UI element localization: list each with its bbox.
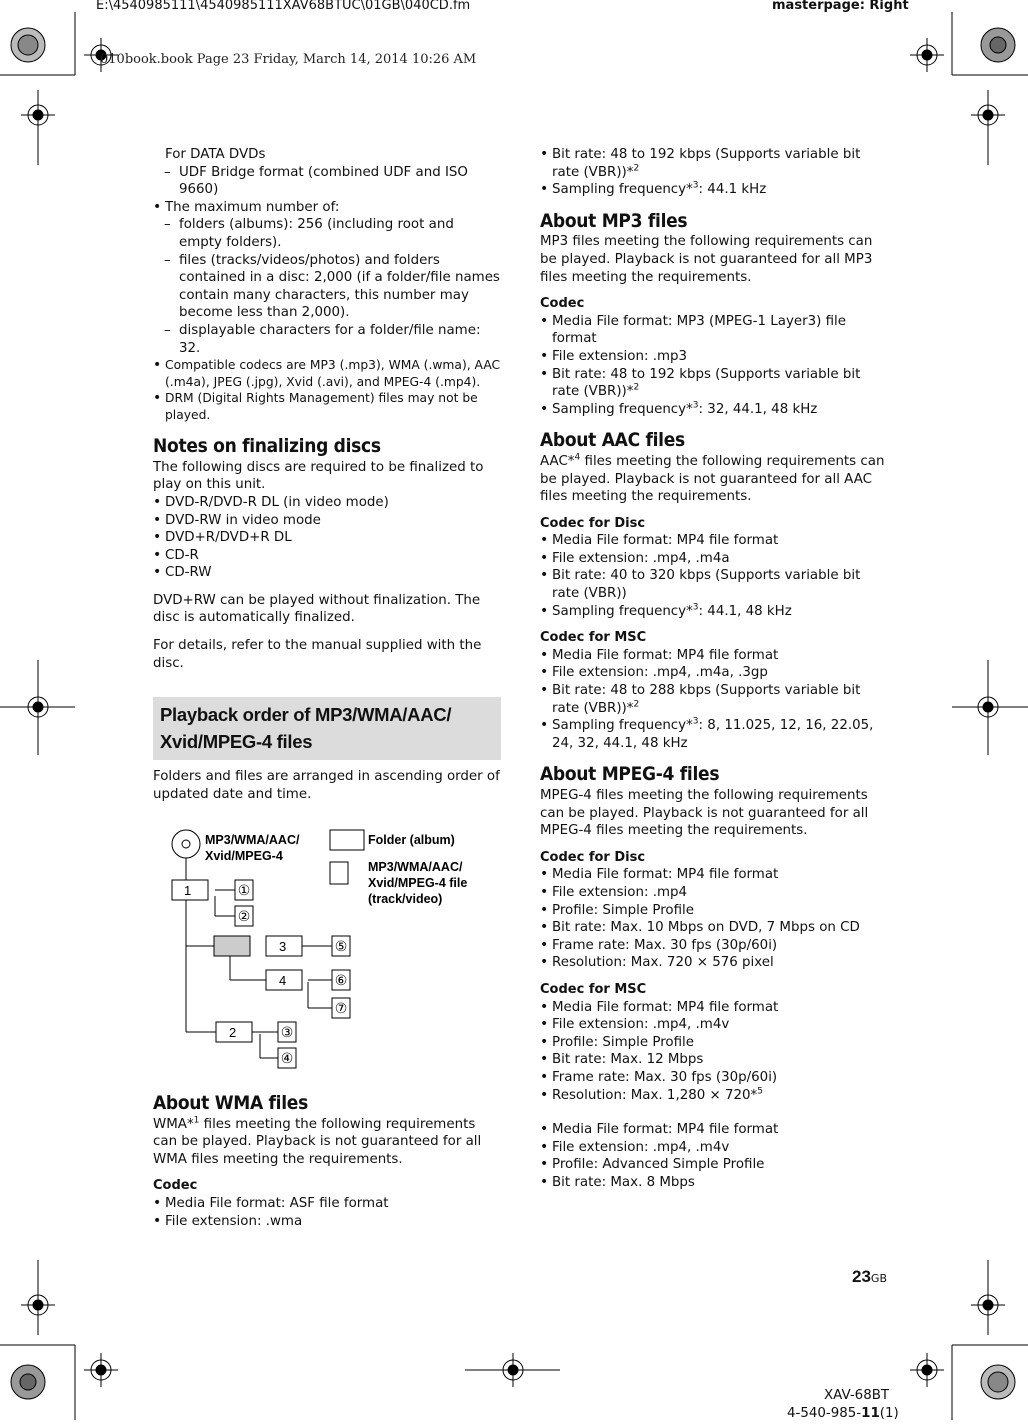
wma-title: About WMA files xyxy=(153,1092,308,1114)
mpeg4-intro: MPEG-4 files meeting the following requirements can be played. Playback is not guaranteed for all MPEG-4 files meeting the requirements. xyxy=(540,788,869,839)
mp3-intro: MP3 files meeting the following requirements can be played. Playback is not guaranteed for all MP3 files meeting the requirements. xyxy=(540,234,873,285)
file-number: ① xyxy=(237,883,251,899)
finalizing-item: • DVD-RW in video mode xyxy=(153,512,501,530)
wma-intro: WMA*$^1$ files meeting the following requirements can be played. Playback is not guaranteed for all WMA files meeting the requirements. xyxy=(153,1115,482,1167)
mp3-item: • File extension: .mp3 xyxy=(540,348,888,366)
folder-number: 2 xyxy=(229,1025,237,1040)
mp3-title: About MP3 files xyxy=(540,209,688,232)
folder-number: 1 xyxy=(184,883,192,898)
mpeg4-disc-item: • File extension: .mp4 xyxy=(540,884,888,902)
mpeg4-disc-item: • Bit rate: Max. 10 Mbps on DVD, 7 Mbps on CD xyxy=(540,919,888,937)
wma-section xyxy=(153,1092,501,1230)
mpeg4-msc-item: • Bit rate: Max. 12 Mbps xyxy=(540,1051,888,1069)
aac-disc-item: • Media File format: MP4 file format xyxy=(540,532,888,550)
aac-msc-item: • Sampling frequency*$^3$: 8, 11.025, 12, 16, 22.05, 24, 32, 44.1, 48 kHz xyxy=(540,717,888,752)
model-number: XAV-68BT xyxy=(824,1388,890,1403)
file-number: ③ xyxy=(280,1025,294,1041)
max-displayable: – displayable characters for a folder/file name: 32. xyxy=(153,322,501,357)
mpeg4-msc-item: • Frame rate: Max. 30 fps (30p/60i) xyxy=(540,1069,888,1087)
aac-disc-item: • Sampling frequency*$^3$: 44.1, 48 kHz xyxy=(540,603,888,621)
playback-section-header xyxy=(153,697,501,760)
mpeg4-msc-item: • Profile: Simple Profile xyxy=(540,1034,888,1052)
mp3-item: • Sampling frequency*$^3$: 32, 44.1, 48 kHz xyxy=(540,401,888,419)
mpeg4-disc-item: • Resolution: Max. 720 × 576 pixel xyxy=(540,954,888,972)
file-number: ② xyxy=(237,909,251,925)
max-number: • The maximum number of: xyxy=(153,199,501,217)
finalizing-title: Notes on finalizing discs xyxy=(153,435,381,458)
mpeg4-msc2-item: • Media File format: MP4 file format xyxy=(540,1121,888,1139)
folder-legend-icon xyxy=(330,830,364,850)
details-note: For details, refer to the manual supplied with the disc. xyxy=(153,638,482,671)
file-legend: (track/video) xyxy=(368,892,443,906)
wma-item: • Media File format: ASF file format xyxy=(153,1195,501,1213)
mpeg4-msc2-item: • Profile: Advanced Simple Profile xyxy=(540,1156,888,1174)
max-folders: – folders (albums): 256 (including root and empty folders). xyxy=(153,216,501,251)
root-label: MP3/WMA/AAC/ xyxy=(205,833,300,847)
drm-note: • DRM (Digital Rights Management) files may not be played. xyxy=(153,390,501,423)
finalizing-intro: The following discs are required to be finalized to play on this unit. xyxy=(153,459,484,493)
mpeg4-msc-item: • Resolution: Max. 1,280 × 720*$^5$ xyxy=(540,1087,888,1105)
mp3-item: • Media File format: MP3 (MPEG-1 Layer3) file format xyxy=(540,313,888,348)
aac-msc-item: • Media File format: MP4 file format xyxy=(540,647,888,665)
mpeg4-disc-item: • Profile: Simple Profile xyxy=(540,902,888,920)
mpeg4-msc-item: • Media File format: MP4 file format xyxy=(540,999,888,1017)
playback-title-line-1: Playback order of MP3/WMA/AAC/ xyxy=(160,704,452,726)
mpeg4-codec-disc-label: Codec for Disc xyxy=(540,849,646,865)
folder-number: 3 xyxy=(279,939,287,954)
playback-intro: Folders and files are arranged in ascending order of updated date and time. xyxy=(153,769,500,802)
mpeg4-disc-item: • Media File format: MP4 file format xyxy=(540,866,888,884)
aac-disc-item: • File extension: .mp4, .m4a xyxy=(540,550,888,568)
folder-number: 4 xyxy=(279,973,287,988)
wma-bitrate: • Bit rate: 48 to 192 kbps (Supports variable bit rate (VBR))*$^2$ xyxy=(540,146,888,181)
mpeg4-msc-item: • File extension: .mp4, .m4v xyxy=(540,1016,888,1034)
right-column xyxy=(540,146,888,1191)
playback-title-line-2: Xvid/MPEG-4 files xyxy=(160,731,313,753)
finalizing-item: • DVD+R/DVD+R DL xyxy=(153,529,501,547)
aac-disc-item: • Bit rate: 40 to 320 kbps (Supports variable bit rate (VBR)) xyxy=(540,567,888,602)
file-number: ⑤ xyxy=(334,939,348,955)
part-number: 4-540-985-11(1) xyxy=(787,1406,899,1421)
folder-legend: Folder (album) xyxy=(368,833,455,847)
mpeg4-title: About MPEG-4 files xyxy=(540,763,720,786)
file-path: E:\4540985111\4540985111XAV68BTUC\01GB\040CD.fm xyxy=(96,0,471,13)
aac-title: About AAC files xyxy=(540,429,685,452)
file-number: ⑥ xyxy=(334,973,348,989)
root-label: Xvid/MPEG-4 xyxy=(205,849,283,863)
mpeg4-msc2-item: • File extension: .mp4, .m4v xyxy=(540,1139,888,1157)
mp3-codec-label: Codec xyxy=(540,296,585,312)
aac-codec-disc-label: Codec for Disc xyxy=(540,515,646,531)
folder-tree-diagram xyxy=(160,822,500,1077)
wma-item: • File extension: .wma xyxy=(153,1213,501,1231)
finalizing-item: • CD-RW xyxy=(153,564,501,582)
page-number: 23GB xyxy=(852,1267,887,1286)
wma-codec-label: Codec xyxy=(153,1178,198,1194)
masterpage-label: masterpage: Right xyxy=(772,0,909,13)
file-legend: Xvid/MPEG-4 file xyxy=(368,876,468,890)
aac-codec-msc-label: Codec for MSC xyxy=(540,630,647,646)
mpeg4-msc2-item: • Bit rate: Max. 8 Mbps xyxy=(540,1174,888,1192)
mpeg4-disc-item: • Frame rate: Max. 30 fps (30p/60i) xyxy=(540,937,888,955)
aac-msc-item: • Bit rate: 48 to 288 kbps (Supports variable bit rate (VBR))*$^2$ xyxy=(540,682,888,717)
folder-icon xyxy=(214,936,250,956)
max-files: – files (tracks/videos/photos) and folders contained in a disc: 2,000 (if a folder/file names contain many characters, this number may become less than 2,000). xyxy=(153,252,501,322)
aac-msc-item: • File extension: .mp4, .m4a, .3gp xyxy=(540,664,888,682)
compatible-codecs: • Compatible codecs are MP3 (.mp3), WMA (.wma), AAC (.m4a), JPEG (.jpg), Xvid (.avi), and MPEG-4 (.mp4). xyxy=(153,357,501,390)
wma-sampling: • Sampling frequency*$^3$: 44.1 kHz xyxy=(540,181,888,199)
file-number: ⑦ xyxy=(334,1001,348,1017)
disc-icon xyxy=(172,830,200,858)
for-data-dvds: For DATA DVDs xyxy=(165,147,266,162)
finalizing-item: • CD-R xyxy=(153,547,501,565)
mpeg4-codec-msc-label: Codec for MSC xyxy=(540,981,647,997)
finalizing-item: • DVD-R/DVD-R DL (in video mode) xyxy=(153,494,501,512)
dvd-rw-note: DVD+RW can be played without finalization. The disc is automatically finalized. xyxy=(153,592,481,626)
aac-intro: AAC*$^4$ files meeting the following requirements can be played. Playback is not guaranteed for all AAC files meeting the requirements. xyxy=(540,452,885,505)
mp3-item: • Bit rate: 48 to 192 kbps (Supports variable bit rate (VBR))*$^2$ xyxy=(540,366,888,401)
udf-bridge: – UDF Bridge format (combined UDF and ISO 9660) xyxy=(153,164,501,199)
file-legend-icon xyxy=(330,862,348,884)
left-column xyxy=(153,146,501,803)
book-info: 010book.book Page 23 Friday, March 14, 2014 10:26 AM xyxy=(100,52,477,67)
file-number: ④ xyxy=(280,1051,294,1067)
file-legend: MP3/WMA/AAC/ xyxy=(368,860,463,874)
